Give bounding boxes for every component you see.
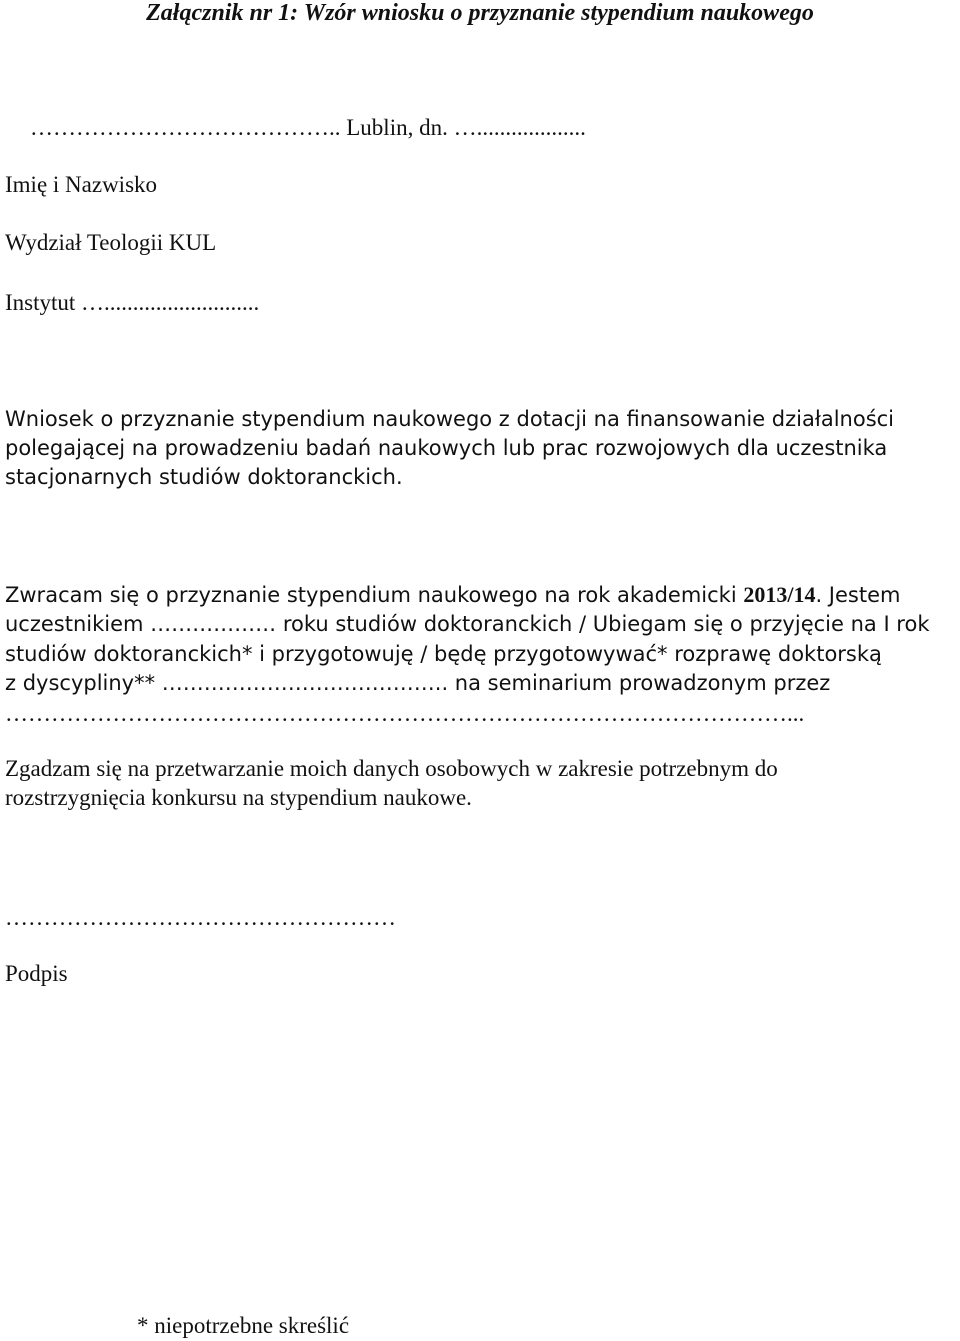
statement-line-5: …………………………………………………………………………………………... [5,701,805,726]
statement-line-1 [5,582,960,608]
request-line-3: stacjonarnych studiów doktoranckich. [5,465,403,489]
statement-line-3: studiów doktoranckich* i przygotowuję / będę przygotowywać* rozprawę doktorską [5,642,882,666]
document-title: Załącznik nr 1: Wzór wniosku o przyznanie stypendium naukowego [146,0,814,26]
request-line-1: Wniosek o przyznanie stypendium naukowego z dotacji na finansowanie działalności [5,407,895,431]
signature-line: …………………………………………… [5,905,396,930]
place-date-line: ………………………………….. Lublin, dn. …................... [30,115,586,140]
name-label: Imię i Nazwisko [5,172,158,197]
statement-line-4: z dyscypliny** ………………………………….. na seminarium prowadzonym przez [5,671,831,695]
institute-label: Instytut …........................... [5,290,260,315]
consent-line-2: rozstrzygnięcia konkursu na stypendium naukowe. [5,785,472,810]
statement-text: Zwracam się o przyznanie stypendium naukowego na rok akademicki [5,583,744,607]
faculty-label: Wydział Teologii KUL [5,230,217,255]
statement-text-end: . Jestem [815,583,901,607]
footnote: * niepotrzebne skreślić [137,1313,350,1338]
signature-label: Podpis [5,961,68,986]
academic-year: 2013/14 [743,582,816,607]
request-line-2: polegającej na prowadzeniu badań naukowych lub prac rozwojowych dla uczestnika [5,436,888,460]
consent-line-1: Zgadzam się na przetwarzanie moich danych osobowych w zakresie potrzebnym do [5,756,778,781]
statement-line-2: uczestnikiem ……………… roku studiów doktoranckich / Ubiegam się o przyjęcie na I rok [5,612,930,636]
